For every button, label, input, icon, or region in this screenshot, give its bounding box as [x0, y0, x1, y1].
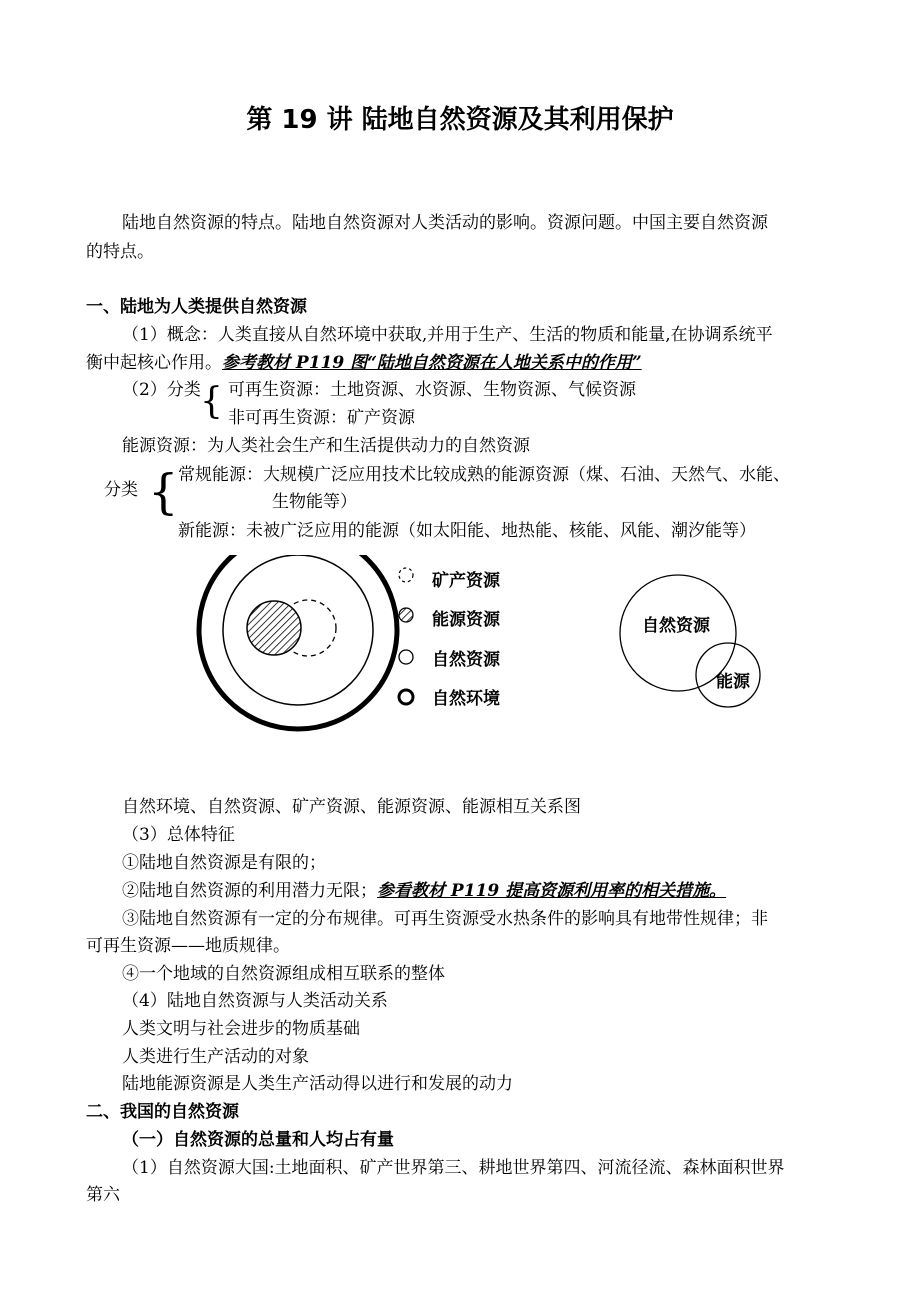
new-energy-line: 新能源：未被广泛应用的能源（如太阳能、地热能、核能、风能、潮汐能等）: [178, 521, 756, 541]
nonrenewable-line: 非可再生资源：矿产资源: [228, 408, 415, 428]
conventional-energy-line-1: 常规能源：大规模广泛应用技术比较成熟的能源资源（煤、石油、天然气、水能、: [178, 465, 790, 485]
nested-circles-figure: [199, 555, 397, 729]
feature-item-3-line-2: 可再生资源——地质规律。: [86, 936, 290, 956]
feature-item-2-text: ②陆地自然资源的利用潜力无限；: [122, 881, 377, 901]
section-heading-1: 一、陆地为人类提供自然资源: [86, 297, 307, 317]
conventional-energy-line-2: 生物能等）: [272, 492, 357, 512]
relation-heading: （4）陆地自然资源与人类活动关系: [122, 991, 388, 1011]
legend-label-mineral: 矿产资源: [432, 571, 500, 591]
features-heading: （3）总体特征: [122, 825, 235, 845]
resource-relationship-diagram: [190, 555, 790, 790]
section2-line-1: （1）自然资源大国:土地面积、矿产世界第三、耕地世界第四、河流径流、森林面积世界: [122, 1158, 785, 1178]
relation-line-3: 陆地能源资源是人类生产活动得以进行和发展的动力: [122, 1074, 513, 1094]
relation-line-2: 人类进行生产活动的对象: [122, 1047, 309, 1067]
intro-line-2: 的特点。: [86, 242, 154, 262]
diagram-caption: 自然环境、自然资源、矿产资源、能源资源、能源相互关系图: [122, 797, 581, 817]
feature-item-2: [122, 879, 726, 903]
energy-resource-circle: [247, 601, 301, 655]
relation-line-1: 人类文明与社会进步的物质基础: [122, 1019, 360, 1039]
energy-definition: 能源资源：为人类社会生产和生活提供动力的自然资源: [122, 436, 530, 456]
natural-environment-circle: [199, 555, 397, 729]
classify-brace: {: [200, 381, 223, 422]
legend-mineral-icon: [399, 568, 413, 582]
venn-label-natural-resource: 自然资源: [642, 616, 710, 636]
section-heading-2: 二、我国的自然资源: [86, 1102, 239, 1122]
feature-item-2-reference: 参看教材 P119 提高资源利用率的相关措施。: [377, 881, 727, 901]
concept-line-2: [86, 351, 642, 375]
legend: [399, 568, 501, 709]
concept-line-1: （1）概念：人类直接从自然环境中获取,并用于生产、生活的物质和能量,在协调系统平: [122, 325, 773, 345]
subsection-heading-1: （一）自然资源的总量和人均占有量: [122, 1130, 394, 1150]
legend-natural-environment-icon: [399, 690, 413, 704]
concept-reference: 参考教材 P119 图“陆地自然资源在人地关系中的作用”: [222, 353, 642, 373]
intro-line-1: 陆地自然资源的特点。陆地自然资源对人类活动的影响。资源问题。中国主要自然资源: [122, 213, 768, 233]
section2-line-2: 第六: [86, 1185, 120, 1205]
feature-item-4: ④一个地域的自然资源组成相互联系的整体: [122, 964, 445, 984]
energy-classify-brace: {: [148, 464, 179, 520]
feature-item-1: ①陆地自然资源是有限的；: [122, 853, 326, 873]
legend-label-energy: 能源资源: [432, 610, 500, 630]
legend-label-natural-environment: 自然环境: [432, 689, 500, 709]
concept-text: 衡中起核心作用。: [86, 353, 222, 373]
energy-classify-label: 分类: [104, 480, 138, 500]
renewable-line: 可再生资源：土地资源、水资源、生物资源、气候资源: [228, 380, 636, 400]
venn-figure: [620, 575, 760, 707]
legend-label-natural-resource: 自然资源: [432, 650, 500, 670]
legend-energy-icon: [399, 608, 413, 622]
legend-natural-resource-icon: [399, 650, 413, 664]
feature-item-3-line-1: ③陆地自然资源有一定的分布规律。可再生资源受水热条件的影响具有地带性规律；非: [122, 909, 768, 929]
classify-label: （2）分类: [122, 380, 201, 400]
venn-label-energy: 能源: [716, 672, 750, 692]
page-title: 第 19 讲 陆地自然资源及其利用保护: [246, 105, 674, 135]
